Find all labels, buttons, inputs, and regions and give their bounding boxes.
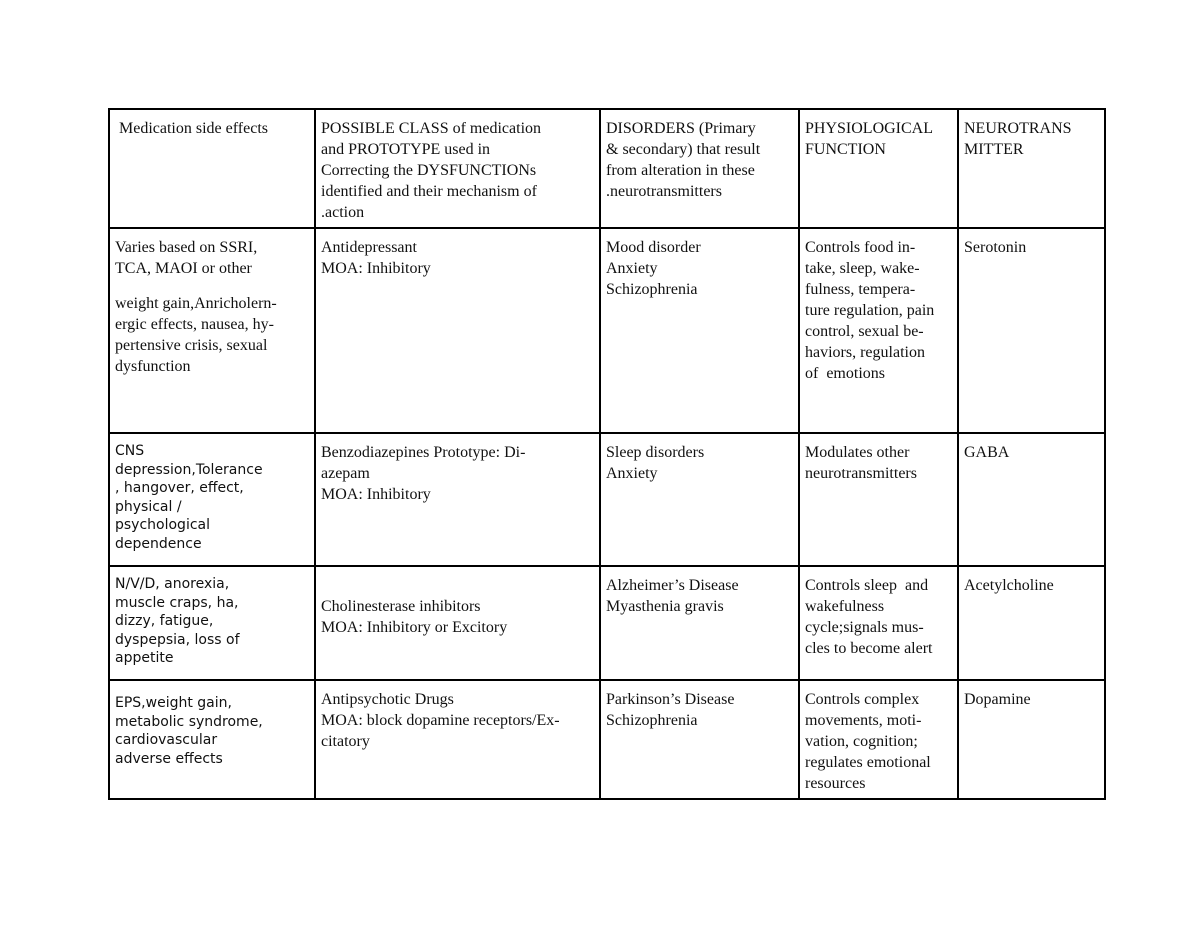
cell-line: EPS,weight gain, <box>115 695 232 711</box>
side-effects-cell <box>109 433 315 566</box>
neurotransmitter-cell <box>958 228 1105 433</box>
header-line: PHYSIOLOGICAL <box>805 120 933 137</box>
cell-line: Cholinesterase inhibitors <box>321 598 481 615</box>
class-cell <box>315 680 600 799</box>
cell-line: Antipsychotic Drugs <box>321 691 454 708</box>
header-line: identified and their mechanism of <box>321 183 537 200</box>
cell-line: metabolic syndrome, <box>115 713 263 730</box>
cell-line: vation, cognition; <box>805 733 918 750</box>
header-line: POSSIBLE CLASS of medication <box>321 120 542 137</box>
cell-line: dizzy, fatigue, <box>115 613 214 629</box>
cell-line: Parkinson’s Disease <box>606 691 735 708</box>
cell-line: Schizophrenia <box>606 712 698 729</box>
cell-line: depression,Tolerance <box>115 461 263 478</box>
cell-line: take, sleep, wake- <box>805 260 920 277</box>
cell-line: Antidepressant <box>321 239 417 256</box>
cell-line: azepam <box>321 465 370 482</box>
header-function <box>799 109 958 228</box>
cell-line: resources <box>805 775 866 792</box>
cell-line: pertensive crisis, sexual <box>115 337 268 354</box>
cell-line: Anxiety <box>606 260 658 277</box>
cell-line: , hangover, effect, <box>115 480 244 496</box>
header-class <box>315 109 600 228</box>
cell-line: dyspepsia, loss of <box>115 631 240 648</box>
cell-line: psychological <box>115 517 210 533</box>
cell-line: Myasthenia gravis <box>606 598 724 615</box>
cell-line: TCA, MAOI or other <box>115 260 252 277</box>
cell-line: ture regulation, pain <box>805 302 935 319</box>
header-row <box>109 109 1105 228</box>
header-line: Correcting the DYSFUNCTIONs <box>321 162 537 179</box>
header-line: Medication side effects <box>115 120 268 137</box>
side-effects-cell <box>109 680 315 799</box>
cell-line: Schizophrenia <box>606 281 698 298</box>
cell-line: haviors, regulation <box>805 344 925 361</box>
disorders-cell <box>600 566 799 680</box>
cell-line: neurotransmitters <box>805 465 917 482</box>
header-line: and PROTOTYPE used in <box>321 141 491 158</box>
cell-line: appetite <box>115 650 174 666</box>
cell-line: cycle;signals mus- <box>805 619 924 636</box>
cell-line: Serotonin <box>964 239 1027 256</box>
cell-line: Modulates other <box>805 444 910 461</box>
neurotransmitter-cell <box>958 680 1105 799</box>
header-line: .neurotransmitters <box>606 183 722 200</box>
cell-line: Benzodiazepines Prototype: Di- <box>321 444 526 461</box>
cell-line: Acetylcholine <box>964 577 1054 594</box>
cell-line: Controls complex <box>805 691 920 708</box>
cell-line: N/V/D, anorexia, <box>115 576 230 592</box>
cell-line: Varies based on SSRI, <box>115 239 258 256</box>
neurotransmitter-table <box>108 108 1106 800</box>
neurotransmitter-cell <box>958 566 1105 680</box>
cell-line: physical / <box>115 498 182 515</box>
cell-line: Sleep disorders <box>606 444 705 461</box>
header-line: FUNCTION <box>805 141 886 158</box>
paragraph-gap <box>115 279 309 293</box>
cell-line: Anxiety <box>606 465 658 482</box>
function-cell <box>799 228 958 433</box>
cell-line: dysfunction <box>115 358 191 375</box>
header-neurotransmitter <box>958 109 1105 228</box>
function-cell <box>799 680 958 799</box>
cell-line: Alzheimer’s Disease <box>606 577 739 594</box>
table-row <box>109 228 1105 433</box>
cell-line: adverse effects <box>115 750 223 767</box>
disorders-cell <box>600 680 799 799</box>
cell-line: cles to become alert <box>805 640 933 657</box>
disorders-cell <box>600 433 799 566</box>
header-side-effects <box>109 109 315 228</box>
header-line: NEUROTRANS <box>964 120 1072 137</box>
header-line: from alteration in these <box>606 162 755 179</box>
cell-line: MOA: Inhibitory or Excitory <box>321 619 508 636</box>
class-cell <box>315 228 600 433</box>
cell-line: citatory <box>321 733 370 750</box>
class-cell <box>315 433 600 566</box>
header-line: .action <box>321 204 365 221</box>
cell-line: Controls sleep and <box>805 577 929 594</box>
neurotransmitter-cell <box>958 433 1105 566</box>
cell-line: of emotions <box>805 365 885 382</box>
cell-line: Controls food in- <box>805 239 916 256</box>
cell-line: fulness, tempera- <box>805 281 916 298</box>
cell-line: CNS <box>115 443 145 459</box>
cell-line: weight gain,Anricholern- <box>115 295 277 312</box>
header-line: & secondary) that result <box>606 141 761 158</box>
disorders-cell <box>600 228 799 433</box>
cell-line: cardiovascular <box>115 732 218 748</box>
cell-line: regulates emotional <box>805 754 931 771</box>
side-effects-cell <box>109 566 315 680</box>
cell-line: ergic effects, nausea, hy- <box>115 316 274 333</box>
cell-line: movements, moti- <box>805 712 922 729</box>
table-row <box>109 680 1105 799</box>
table-row <box>109 433 1105 566</box>
cell-line: MOA: Inhibitory <box>321 260 431 277</box>
class-cell <box>315 566 600 680</box>
header-line: DISORDERS (Primary <box>606 120 756 137</box>
header-line: MITTER <box>964 141 1024 158</box>
cell-line: MOA: Inhibitory <box>321 486 431 503</box>
cell-line: MOA: block dopamine receptors/Ex- <box>321 712 560 729</box>
header-disorders <box>600 109 799 228</box>
cell-line: GABA <box>964 444 1010 461</box>
side-effects-cell <box>109 228 315 433</box>
cell-line: wakefulness <box>805 598 885 615</box>
cell-line: control, sexual be- <box>805 323 924 340</box>
cell-line: muscle craps, ha, <box>115 594 239 611</box>
cell-line: dependence <box>115 535 202 552</box>
table-row <box>109 566 1105 680</box>
function-cell <box>799 566 958 680</box>
cell-line: Dopamine <box>964 691 1031 708</box>
cell-line: Mood disorder <box>606 239 701 256</box>
function-cell <box>799 433 958 566</box>
